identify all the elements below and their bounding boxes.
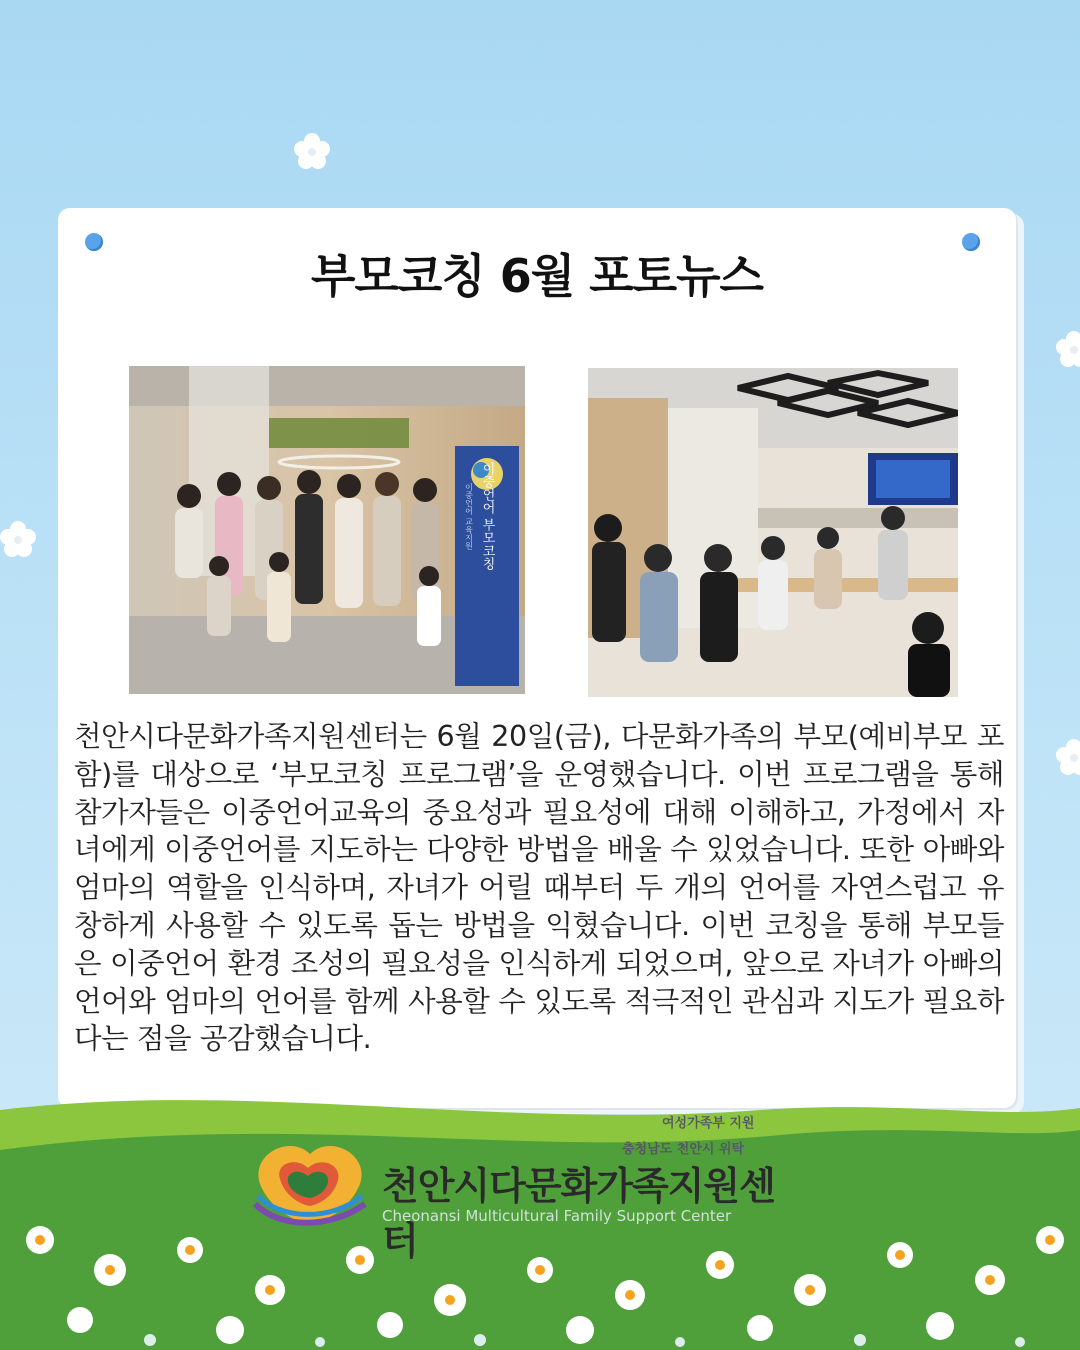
classroom-photo bbox=[588, 368, 958, 697]
white-flower-icon bbox=[1052, 328, 1080, 372]
org-name: 천안시다문화가족지원센터 bbox=[382, 1164, 775, 1263]
org-name-english: Cheonansi Multicultural Family Support Center bbox=[382, 1207, 732, 1225]
banner-subtext: 이중언어 교육지원 bbox=[464, 482, 474, 550]
news-card bbox=[58, 208, 1016, 1108]
heart-logo-icon bbox=[250, 1134, 370, 1226]
page-title: 부모코칭 6월 포토뉴스 bbox=[311, 249, 763, 303]
white-flower-icon bbox=[0, 518, 40, 562]
white-flower-icon bbox=[1052, 736, 1080, 780]
group-photo-icon bbox=[129, 366, 525, 694]
entrust-text: 충청남도 천안시 위탁 bbox=[622, 1142, 745, 1157]
support-text: 여성가족부 지원 bbox=[662, 1116, 755, 1131]
article-body: 천안시다문화가족지원센터는 6월 20일(금), 다문화가족의 부모(예비부모 포함)를 대상으로 ‘부모코칭 프로그램’을 운영했습니다. 이번 프로그램을 통해 참가자들은 이중언어교육의 중요성과 필요성에 대해 이해하고, 가정에서 자녀에게 이중언어를 지도하는 다양한 방법을 배울 수 있었습니다. 또한 아빠와 엄마의 역할을 인식하며, 자녀가 어릴 때부터 두 개의 언어를 자연스럽고 유창하게 사용할 수 있도록 돕는 방법을 익혔습니다. 이번 코칭을 통해 부모들은 이중언어 환경 조성의 필요성을 인식하게 되었으며, 앞으로 자녀가 아빠의 언어와 엄마의 언어를 함께 사용할 수 있도록 적극적인 관심과 지도가 필요하다는 점을 공감했습니다. bbox=[74, 720, 1004, 1056]
organization-footer bbox=[250, 1110, 810, 1263]
banner-text: 이중언어 부모코칭 bbox=[479, 461, 495, 571]
group-photo bbox=[129, 366, 525, 694]
white-flower-icon bbox=[290, 130, 334, 174]
classroom-photo-icon bbox=[588, 368, 958, 697]
